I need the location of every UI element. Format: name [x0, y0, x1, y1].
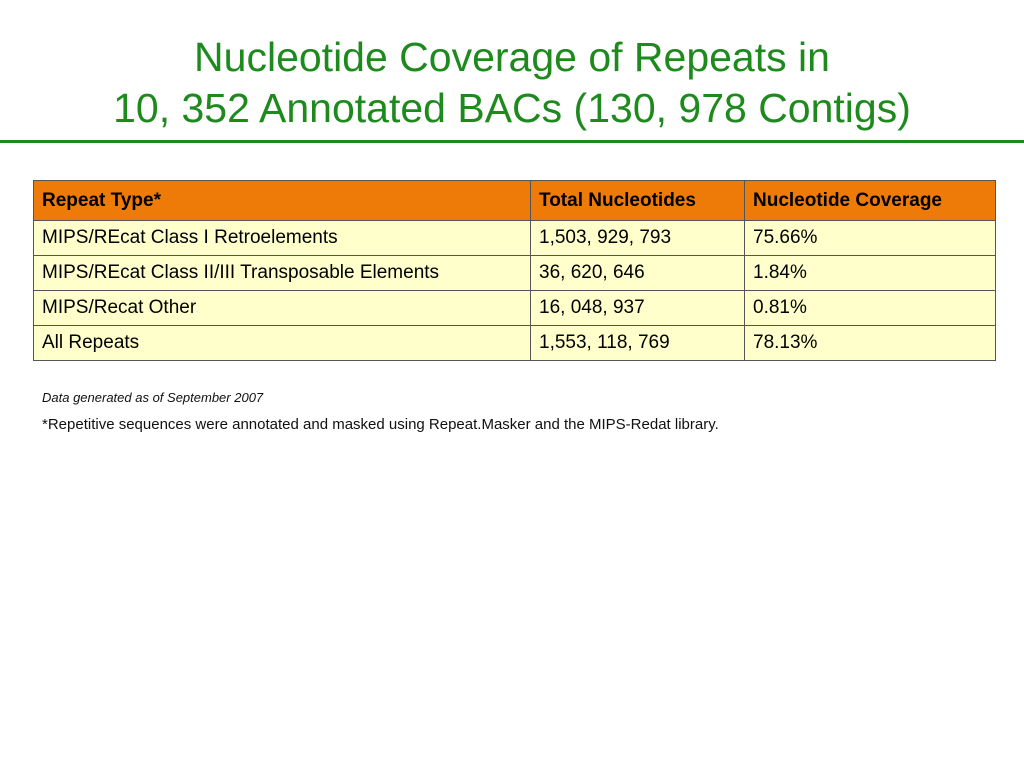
cell-nucleotide-coverage: 0.81%	[745, 291, 996, 326]
header-repeat-type: Repeat Type*	[34, 181, 531, 221]
repeat-coverage-table	[33, 180, 996, 361]
cell-total-nucleotides: 36, 620, 646	[531, 256, 745, 291]
cell-nucleotide-coverage: 1.84%	[745, 256, 996, 291]
cell-nucleotide-coverage: 75.66%	[745, 221, 996, 256]
table-row	[34, 326, 996, 361]
data-date-note: Data generated as of September 2007	[42, 390, 264, 405]
cell-total-nucleotides: 1,503, 929, 793	[531, 221, 745, 256]
cell-total-nucleotides: 16, 048, 937	[531, 291, 745, 326]
table-row	[34, 256, 996, 291]
table-row	[34, 221, 996, 256]
cell-repeat-type: All Repeats	[34, 326, 531, 361]
cell-repeat-type: MIPS/Recat Other	[34, 291, 531, 326]
title-divider	[0, 140, 1024, 143]
header-total-nucleotides: Total Nucleotides	[531, 181, 745, 221]
cell-total-nucleotides: 1,553, 118, 769	[531, 326, 745, 361]
table-header-row	[34, 181, 996, 221]
footnote: *Repetitive sequences were annotated and masked using Repeat.Masker and the MIPS-Redat library.	[42, 416, 719, 433]
slide-title-line-1: Nucleotide Coverage of Repeats in	[194, 34, 830, 80]
cell-nucleotide-coverage: 78.13%	[745, 326, 996, 361]
cell-repeat-type: MIPS/REcat Class II/III Transposable Elements	[34, 256, 531, 291]
slide-title-line-2: 10, 352 Annotated BACs (130, 978 Contigs)	[113, 85, 911, 131]
cell-repeat-type: MIPS/REcat Class I Retroelements	[34, 221, 531, 256]
header-nucleotide-coverage: Nucleotide Coverage	[745, 181, 996, 221]
slide-title	[0, 32, 1024, 134]
table-row	[34, 291, 996, 326]
